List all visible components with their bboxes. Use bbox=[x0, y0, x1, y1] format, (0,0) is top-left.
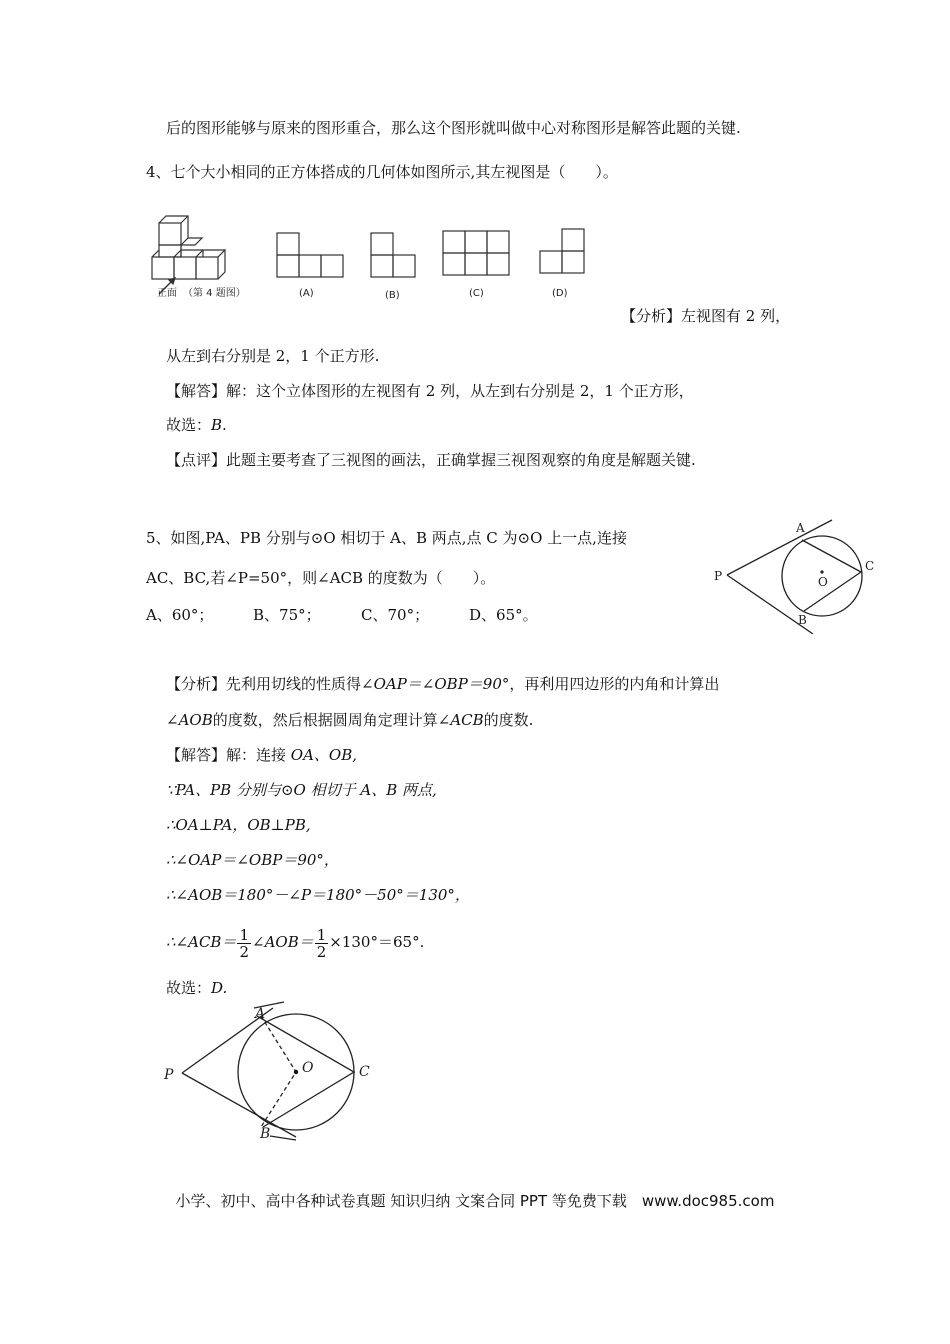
answer-line-5 bbox=[166, 745, 357, 765]
label-c-2: C bbox=[359, 1064, 370, 1080]
step-3: ∴∠OAP＝∠OBP＝90°， bbox=[166, 851, 339, 869]
solution-figure bbox=[160, 1000, 390, 1145]
option-c-shape bbox=[443, 231, 509, 275]
step-5-start: ∴∠ACB＝ bbox=[166, 933, 237, 951]
option-b-shape bbox=[371, 233, 415, 277]
figure-caption: （第 4 题图） bbox=[183, 288, 246, 299]
question-5-figure bbox=[705, 512, 885, 634]
label-a: A bbox=[796, 521, 805, 535]
question-5-line-2: AC、BC,若∠P=50°，则∠ACB 的度数为（ ）。 bbox=[146, 569, 496, 587]
analysis-text-4: 的度数. bbox=[483, 711, 534, 729]
fraction-numerator-2: 1 bbox=[316, 925, 327, 944]
answer-line: 【解答】解：这个立体图形的左视图有 2 列，从左到右分别是 2，1 个正方形， bbox=[166, 382, 694, 400]
analysis-text-1: 【分析】先利用切线的性质得 bbox=[166, 675, 362, 693]
question-5-option-a: A、60°； bbox=[146, 606, 214, 624]
step-5 bbox=[166, 922, 424, 962]
label-o-2: O bbox=[302, 1060, 314, 1076]
analysis-formula-1: ∠OAP＝∠OBP＝90° bbox=[361, 675, 510, 693]
fraction-numerator: 1 bbox=[239, 925, 249, 944]
answer-prefix: 【解答】解：连接 bbox=[166, 746, 291, 764]
label-b-2: B bbox=[260, 1126, 271, 1142]
option-b-label: (B) bbox=[385, 290, 400, 301]
choice-line bbox=[166, 415, 227, 435]
option-c-label: (C) bbox=[469, 288, 484, 299]
fraction-denominator: 2 bbox=[239, 942, 249, 961]
choice-value: B. bbox=[211, 416, 227, 434]
fraction-half bbox=[237, 927, 251, 960]
analysis-line-1 bbox=[166, 674, 719, 694]
question-5-option-b: B、75°； bbox=[253, 606, 321, 624]
label-a-2: A bbox=[255, 1006, 266, 1022]
label-b: B bbox=[798, 613, 807, 627]
option-a-label: (A) bbox=[299, 288, 314, 299]
question-4-figure bbox=[145, 212, 595, 307]
front-label: 正面 bbox=[157, 288, 177, 299]
analysis-continued: 从左到右分别是 2，1 个正方形. bbox=[166, 347, 380, 365]
analysis-text-2: ，再利用四边形的内角和计算出 bbox=[509, 675, 720, 693]
angle-acb: ∠ACB bbox=[437, 711, 484, 729]
step-1: ∵PA、PB 分别与⊙O 相切于 A、B 两点, bbox=[166, 781, 437, 799]
option-d-shape bbox=[540, 229, 584, 273]
analysis-line-2 bbox=[166, 710, 533, 730]
step-5-end: ×130°＝65°. bbox=[329, 933, 425, 951]
label-p-2: P bbox=[164, 1067, 174, 1083]
step-4: ∴∠AOB＝180°－∠P＝180°－50°＝130°， bbox=[166, 886, 470, 904]
choice-line-5 bbox=[166, 978, 227, 998]
choice-value-5: D. bbox=[211, 979, 228, 997]
question-4: 4、七个大小相同的正方体搭成的几何体如图所示,其左视图是（ ）。 bbox=[146, 163, 618, 181]
option-d-label: (D) bbox=[552, 288, 568, 299]
label-c: C bbox=[865, 559, 875, 573]
angle-aob: ∠AOB bbox=[166, 711, 213, 729]
question-5-line-1: 5、如图,PA、PB 分别与⊙O 相切于 A、B 两点,点 C 为⊙O 上一点,连接 bbox=[146, 529, 627, 547]
comment-line: 【点评】此题主要考查了三视图的画法，正确掌握三视图观察的角度是解题关键. bbox=[166, 451, 696, 469]
question-5-option-d: D、65°。 bbox=[469, 606, 538, 624]
fraction-half-2 bbox=[315, 927, 329, 960]
label-o: O bbox=[818, 575, 828, 589]
choice-prefix: 故选： bbox=[166, 416, 212, 434]
analysis-tag: 【分析】左视图有 2 列， bbox=[621, 307, 791, 325]
step-2: ∴OA⊥PA，OB⊥PB, bbox=[166, 816, 311, 834]
footer: 小学、初中、高中各种试卷真题 知识归纳 文案合同 PPT 等免费下载 www.doc985.com bbox=[175, 1192, 775, 1210]
question-5-option-c: C、70°； bbox=[361, 606, 430, 624]
analysis-text-3: 的度数，然后根据圆周角定理计算 bbox=[212, 711, 438, 729]
text-line: 后的图形能够与原来的图形重合，那么这个图形就叫做中心对称图形是解答此题的关键. bbox=[166, 119, 741, 137]
option-a-shape bbox=[277, 233, 343, 277]
step-5-middle: ∠AOB＝ bbox=[252, 933, 314, 951]
answer-segments: OA、OB, bbox=[290, 746, 357, 764]
label-p: P bbox=[714, 569, 723, 583]
choice-prefix-5: 故选： bbox=[166, 979, 212, 997]
cube-solid bbox=[152, 216, 225, 294]
fraction-denominator-2: 2 bbox=[316, 942, 327, 961]
